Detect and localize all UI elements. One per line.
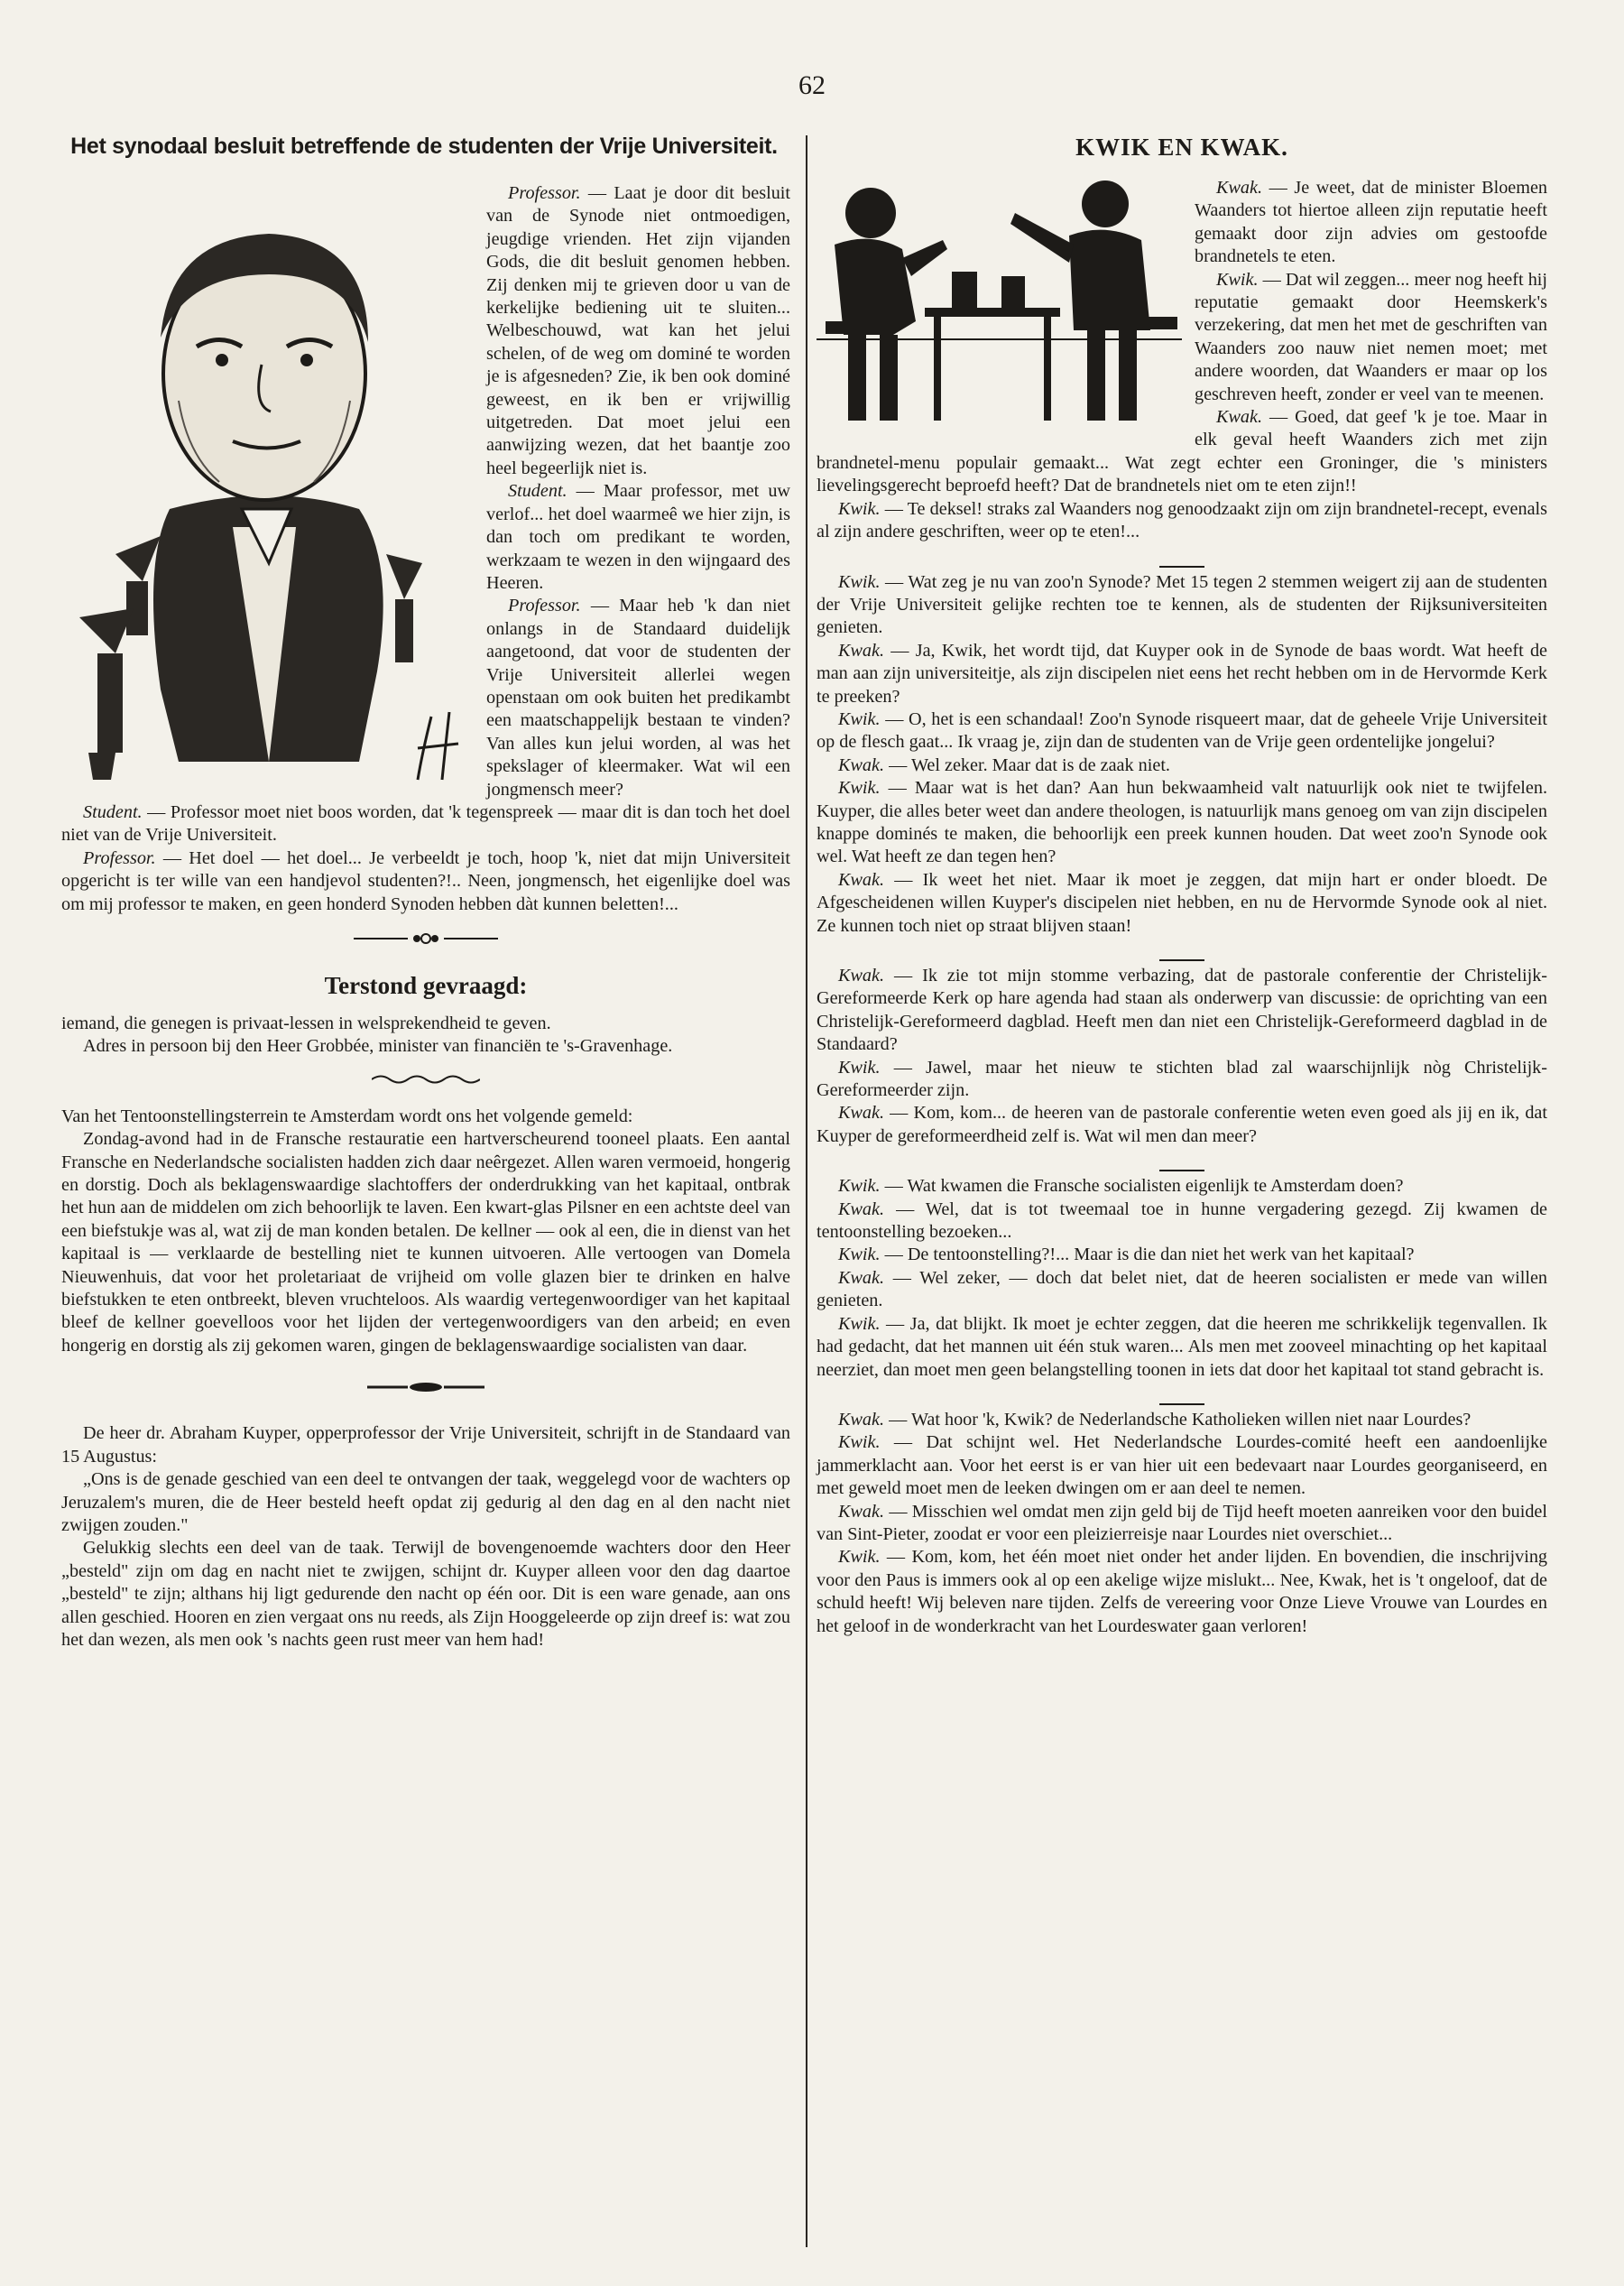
decorative-rule-ornament (61, 930, 790, 949)
speaker-text: — Ja, dat blijkt. Ik moet je echter zeggen, dat die heeren me schrikkelijk tegenvallen. Ik had gedacht, dat het mannen uit één stuk waren... Als men met zooveel minachting op het kapitaal neerziet, dan moet men geen belangstelling toonen in iets dat door het kapitaal tot stand gebracht is. (817, 1313, 1548, 1380)
decorative-rule-ornament (61, 1381, 790, 1399)
speaker-label: Kwak. (838, 966, 885, 986)
speaker-label: Professor. (508, 183, 581, 203)
dialogue-line (817, 965, 1547, 1057)
kwik-kwak-dialogue (817, 177, 1547, 1638)
speaker-text: — Jawel, maar het nieuw te stichten blad zal waarschijnlijk nòg Christelijk-Gereformeerder zijn. (817, 1057, 1547, 1101)
speaker-text: — Wel zeker. Maar dat is de zaak niet. (889, 754, 1170, 775)
article-paragraph: Van het Tentoonstellingsterrein te Amsterdam wordt ons het volgende gemeld: (61, 1106, 633, 1126)
speaker-text: — Wel, dat is tot tweemaal toe in hunne vergadering gezegd. Zij kwamen de tentoonstelling bezoeken... (817, 1199, 1548, 1243)
dialogue-line (817, 1175, 1547, 1198)
speaker-text: — Het doel — het doel... Je verbeeldt je toch, hoop 'k, niet dat mijn Universiteit opgericht is ter wille van een handjevol studenten?!.. Neen, jongmensch, het eigenlijke doel was om mij professor te maken, en geen honderd Synoden hebben dàt kunnen beletten!... (61, 847, 790, 914)
speaker-label: Kwik. (838, 498, 881, 519)
right-headline: KWIK EN KWAK. (1075, 134, 1288, 161)
dialogue-line (817, 571, 1547, 640)
speaker-label: Kwak. (838, 1199, 885, 1219)
speaker-label: Kwik. (838, 1057, 881, 1078)
dialogue-line (817, 754, 1547, 777)
speaker-label: Kwak. (838, 869, 885, 890)
speaker-text: — Laat je door dit besluit van de Synode niet ontmoedigen, jeugdige vrienden. Het zijn vijanden Gods, die dit besluit genomen hebben. Zij denken mij te grieven door u van de kerkelijke bediening uit te sluiten... Welbeschouwd, wat kan het jelui schelen, of de weg om dominé te worden je is afgesneden? Zie, ik ben ook dominé geweest, en ik ben er vrijwillig uitgetreden. Dat moet jelui een aanwijzing wezen, dat het baantje zoo heel begeerlijk niet is. (486, 183, 791, 478)
article-paragraph: De heer dr. Abraham Kuyper, opperprofessor der Vrije Universiteit, schrijft in de Standaard van 15 Augustus: (61, 1423, 790, 1467)
speaker-text: — Wel zeker, — doch dat belet niet, dat de heeren socialisten er mede van willen genieten. (817, 1267, 1548, 1311)
speaker-label: Kwik. (838, 778, 881, 799)
speaker-text: — O, het is een schandaal! Zoo'n Synode risqueert maar, dat de geheele Vrije Universiteit op de flesch gaat... Ik vraag je, zijn dan de studenten van de Vrije geen ordentelijke jongelui? (817, 708, 1547, 753)
speaker-text: — Dat wil zeggen... meer nog heeft hij reputatie gemaakt door Heemskerk's verzekering, dat men het met de geschriften van Waanders zoo nauw niet nemen moet; met andere woorden, dat Waanders er maar op los geschreven heeft, zonder er veel van te meenen. (1195, 269, 1548, 404)
dialogue-line (817, 1199, 1547, 1245)
dialogue-line (817, 1546, 1547, 1638)
speaker-text: — Ik zie tot mijn stomme verbazing, dat de pastorale conferentie der Christelijk-Gereformeerde Kerk op hare agenda had staan als onderwerp van discussie: de oprichting van een Christelijk-Gereformeerd dagblad. Heeft men dan niet een Christelijk-Gereformeerd dagblad in de Standaard? (817, 966, 1548, 1055)
speaker-text: — Ja, Kwik, het wordt tijd, dat Kuyper ook in de Synode de baas wordt. Wat heeft de man aan zijn universiteitje, als zijn discipelen niet eens het recht hebben om in de Hervormde Kerk te preeken? (817, 640, 1547, 707)
article-paragraph: „Ons is de genade geschied van een deel te ontvangen der taak, weggelegd voor de wachters op Jeruzalem's muren, die de Heer besteld heeft opdat zij gedurig al den dag en al den nacht niet zwijgen zouden." (61, 1469, 790, 1535)
advert-text (61, 1013, 790, 1059)
dialogue-line (817, 1267, 1547, 1313)
speaker-label: Kwak. (1216, 178, 1263, 198)
speaker-text: — Maar professor, met uw verlof... het doel waarmeê we hier zijn, is dan toch om predikant te worden, werkzaam te wezen in den wijngaard des Heeren. (486, 481, 790, 593)
speaker-label: Kwik. (838, 1245, 881, 1265)
kuyper-article (61, 1422, 790, 1652)
speaker-label: Kwik. (1216, 269, 1259, 290)
speaker-text: — Maar heb 'k dan niet onlangs in de Standaard duidelijk aangetoond, dat voor de studenten der Vrije Universiteit allerlei wegen openstaan om ook buiten het predikambt een maatschappelijk bestaan te vinden? Van alles kun jelui worden, al was het spekslager of kleermaker. Wat wil een jongmensch meer? (486, 596, 790, 800)
synode-dialogue (61, 182, 790, 916)
dialogue-line (61, 801, 790, 847)
article-paragraph: Gelukkig slechts een deel van de taak. Terwijl de bovengenoemde wachters door den Heer „besteld" zijn om dag en nacht niet te zwijgen, schijnt dr. Kuyper alleen voor den dag daartoe „besteld" te zijn; althans hij ligt gedurende den nacht op één oor. Dit is een ware genade, aan ons allen geschied. Hooren en zien vergaat ons nu reeds, als Zijn Hooggeleerde op zijn dreef is: wat zou het dan wezen, als men ook 's nachts geen rust meer van hem had! (61, 1538, 790, 1650)
speaker-text: — Te deksel! straks zal Waanders nog genoodzaakt zijn om zijn brandnetel-recept, evenals al zijn andere geschriften, weer op te eten!... (817, 498, 1548, 542)
wavy-rule-ornament (61, 1073, 790, 1091)
speaker-label: Kwak. (838, 1409, 885, 1430)
speaker-text: — Wat hoor 'k, Kwik? de Nederlandsche Katholieken willen niet naar Lourdes? (889, 1409, 1472, 1430)
speaker-text: — Professor moet niet boos worden, dat 'k tegenspreek — maar dit is dan toch het doel niet van de Vrije Universiteit. (61, 801, 790, 846)
dialogue-line (817, 1313, 1547, 1382)
dialogue-line (817, 1431, 1547, 1500)
dialogue-line (817, 498, 1547, 544)
speaker-label: Kwak. (838, 1103, 885, 1124)
speaker-text: — Wat kwamen die Fransche socialisten eigenlijk te Amsterdam doen? (884, 1176, 1404, 1197)
dialogue-group (817, 571, 1547, 939)
dialogue-group (817, 1175, 1547, 1382)
dialogue-group (817, 965, 1547, 1148)
dialogue-line (817, 1244, 1547, 1266)
professor-caricature-illustration (61, 184, 472, 793)
speaker-label: Kwak. (838, 1501, 885, 1522)
speaker-label: Kwak. (1216, 407, 1263, 428)
speaker-text: — Wat zeg je nu van zoo'n Synode? Met 15 tegen 2 stemmen weigert zij aan de studenten der Vrije Universiteit gelijke rechten toe te kennen, als de studenten der Rijksuniversiteiten genieten. (817, 571, 1548, 638)
speaker-label: Professor. (508, 596, 581, 616)
speaker-label: Kwik. (838, 1547, 881, 1568)
dialogue-line (817, 1057, 1547, 1103)
speaker-label: Kwik. (838, 1176, 881, 1197)
section-dash (817, 1157, 1547, 1164)
speaker-text: — Je weet, dat de minister Bloemen Waanders tot hiertoe alleen zijn reputatie heeft gemaakt door zijn advies om gestoofde brandnetels te eten. (1195, 178, 1547, 267)
dialogue-line (817, 777, 1547, 869)
speaker-label: Kwak. (838, 754, 885, 775)
speaker-label: Kwik. (838, 1432, 881, 1453)
right-column (817, 177, 1547, 1638)
speaker-text: — Ik weet het niet. Maar ik moet je zeggen, dat mijn hart er onder bloedt. De Afgescheidenen willen Kuyper's discipelen niet hebben, en nu de Hervormde Synode ook al niet. Ze kunnen toch niet op straat blijven staan! (817, 869, 1547, 936)
dialogue-line (817, 708, 1547, 754)
advert-line: Adres in persoon bij den Heer Grobbée, minister van financiën te 's-Gravenhage. (83, 1036, 673, 1057)
speaker-label: Kwak. (838, 640, 885, 661)
column-divider (806, 135, 807, 2247)
dialogue-line (817, 1501, 1547, 1547)
dialogue-group (817, 1409, 1547, 1638)
two-men-at-table-silhouette (817, 177, 1182, 431)
speaker-text: — Dat schijnt wel. Het Nederlandsche Lourdes-comité heeft een aandoenlijke jammerklacht aan. Voor het eerst is er van hier uit een bedevaart naar Lourdes georganiseerd, en met geweld moet men de leeken dwingen om er aan deel te nemen. (817, 1432, 1547, 1499)
speaker-text: — Maar wat is het dan? Aan hun bekwaamheid valt natuurlijk ook niet te twijfelen. Kuyper, die alles beter weet dan andere theologen, is natuurlijk mans genoeg om van zijn discipelen knappe dominés te maken, die behoorlijk een preek kunnen houden. Dat weet zoo'n Synode ook wel. Wat heeft ze dan tegen hen? (817, 778, 1547, 867)
section-dash (817, 1391, 1547, 1398)
left-headline: Het synodaal besluit betreffende de studenten der Vrije Universiteit. (70, 134, 778, 159)
speaker-text: — Goed, dat geef 'k je toe. Maar in elk geval heeft Waanders zich met zijn brandnetel-menu populair gemaakt... Wat zegt echter een Groninger, die 's ministers lievelingsgerecht beproefd heeft? Dat de brandnetels niet om te eten zijn!! (817, 407, 1547, 496)
section-dash (817, 553, 1547, 560)
speaker-label: Student. (83, 801, 143, 822)
speaker-label: Student. (508, 481, 567, 502)
speaker-label: Kwik. (838, 708, 881, 729)
section-dash (817, 947, 1547, 954)
page-number: 62 (798, 70, 826, 100)
left-column (61, 182, 790, 1652)
dialogue-line (817, 1102, 1547, 1148)
speaker-label: Professor. (83, 847, 156, 868)
advert-title: Terstond gevraagd: (324, 972, 528, 999)
advert-line: iemand, die genegen is privaat-lessen in welsprekendheid te geven. (61, 1013, 551, 1033)
speaker-text: — De tentoonstelling?!... Maar is die dan niet het werk van het kapitaal? (884, 1245, 1415, 1265)
tentoonstelling-article (61, 1106, 790, 1357)
dialogue-line (817, 869, 1547, 938)
speaker-label: Kwik. (838, 1313, 881, 1334)
speaker-text: — Kom, kom... de heeren van de pastorale conferentie weten even goed als jij en ik, dat Kuyper de gereformeerdheid zelf is. Wat wil men dan meer? (817, 1103, 1547, 1146)
dialogue-line (61, 847, 790, 916)
article-paragraph: Zondag-avond had in de Fransche restauratie een hartverscheurend tooneel plaats. Een aantal Fransche en Nederlandsche socialisten hadden zich daar neêrgezet. Allen waren vermoeid, hongerig en dorstig. Doch als beklagenswaardige slachtoffers der onderdrukking van het kapitaal, ontbrak het hun aan de middelen om zich behoorlijk te laven. Een kwart-glas Pilsner en een achtste deel van een biefstukje was al, wat zij de man konden betalen. De kellner — ook al een, die in dienst van het kapitaal is — verklaarde de bestelling niet te kunnen uitvoeren. Alle vertoogen van Domela Nieuwenhuis, dat voor het proletariaat de vrijheid om volle glazen bier te drinken en halve biefstukken te eten ontbreekt, bleven vruchteloos. Als waardig vertegenwoordiger van het kapitaal bleef de kellner goevelloos voor het lijden der vertegenwoordigers van den arbeid; en even hongerig en dorstig als zij gekomen waren, gingen de beklagenswaardige socialisten van daar. (61, 1129, 790, 1356)
speaker-label: Kwak. (838, 1267, 885, 1288)
speaker-text: — Misschien wel omdat men zijn geld bij de Tijd heeft moeten aanreiken voor den buidel van Sint-Pieter, zoodat er voor een pleizierreisje naar Lourdes niet overschiet... (817, 1501, 1548, 1544)
dialogue-line (817, 640, 1547, 708)
speaker-text: — Kom, kom, het één moet niet onder het ander lijden. En bovendien, die inschrijving voor den Paus is immers ook al op een akelige wijze mislukt... Nee, Kwak, het is 't ongeloof, dat de schuld heeft! Wij beleven nare tijden. Zelfs de vereering voor Onze Lieve Vrouwe van Lourdes en het geloof in de wonderkracht van het Lourdeswater gaan verloren! (817, 1547, 1548, 1636)
dialogue-line (817, 1409, 1547, 1431)
speaker-label: Kwik. (838, 571, 881, 592)
